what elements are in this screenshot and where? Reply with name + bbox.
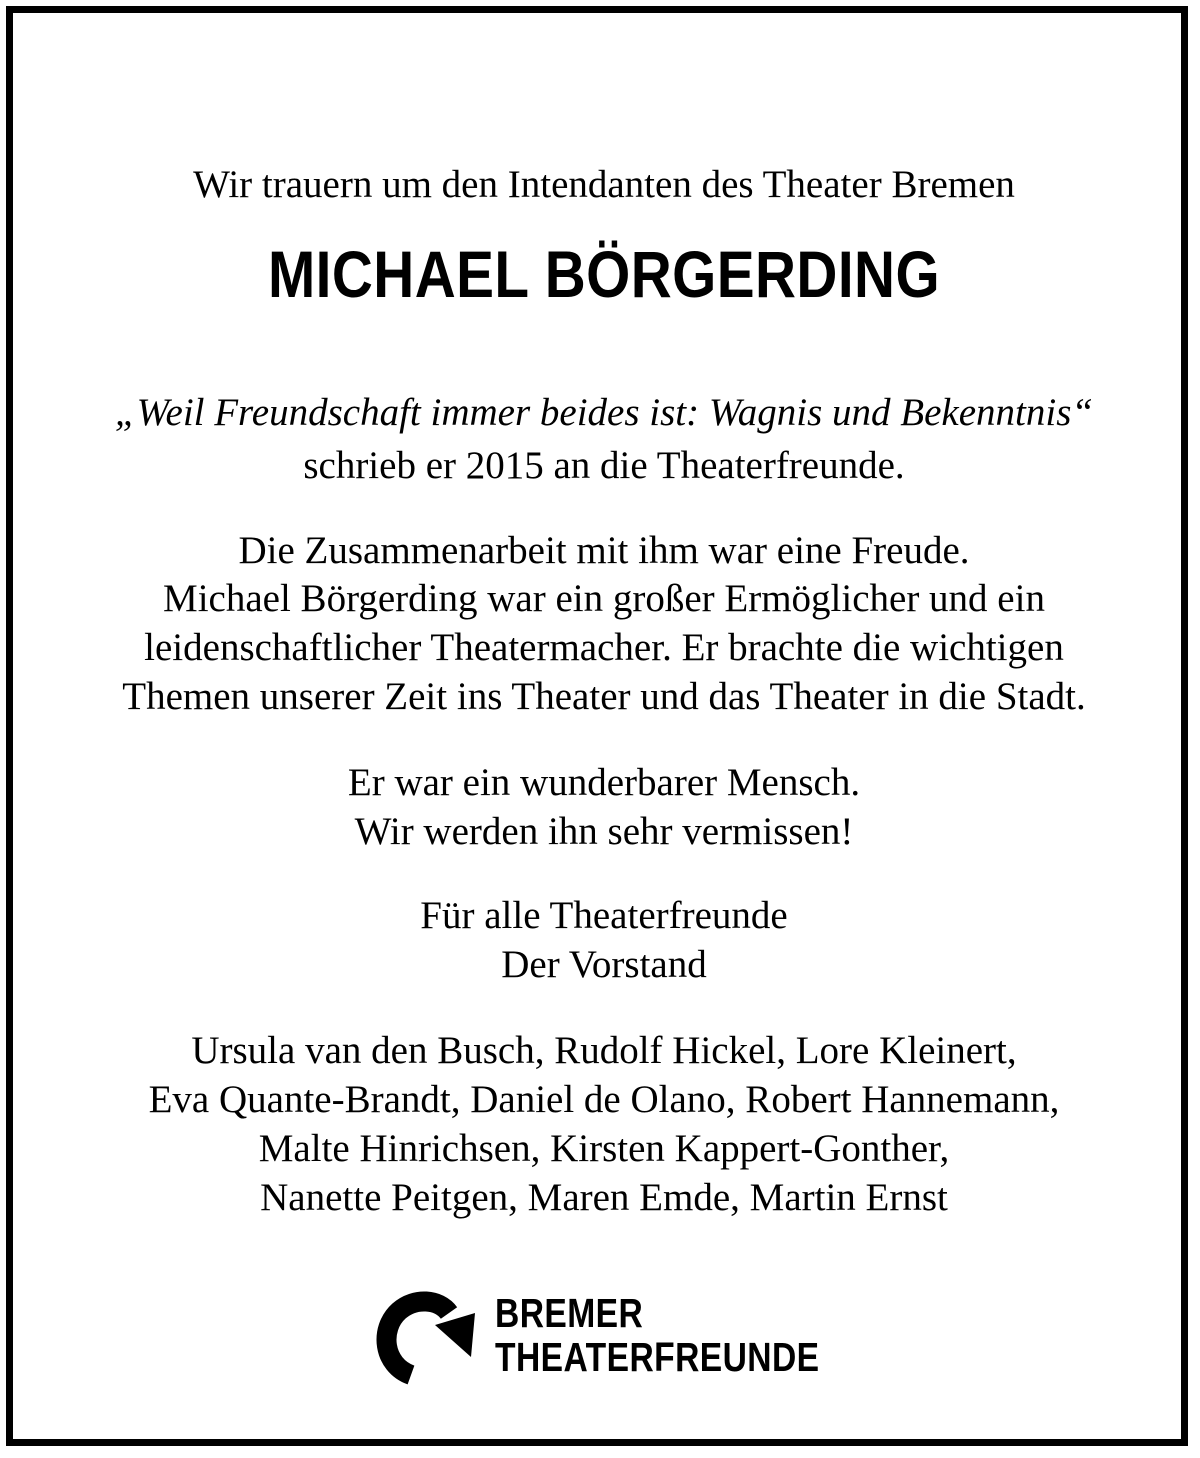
intro-text: Wir trauern um den Intendanten des Theater Bremen <box>193 163 1015 206</box>
board-members-line: Eva Quante-Brandt, Daniel de Olano, Robert Hannemann, <box>148 1078 1060 1121</box>
curved-arrow-icon <box>375 1285 479 1389</box>
board-members-line: Ursula van den Busch, Rudolf Hickel, Lore Kleinert, <box>191 1029 1017 1072</box>
quote-source: schrieb er 2015 an die Theaterfreunde. <box>303 444 905 487</box>
tribute-line: Themen unserer Zeit ins Theater und das Theater in die Stadt. <box>122 675 1086 718</box>
quote-text: „Weil Freundschaft immer beides ist: Wagnis und Bekenntnis“ <box>114 391 1094 434</box>
farewell-line: Er war ein wunderbarer Mensch. <box>347 761 861 804</box>
signature-line: Der Vorstand <box>501 943 707 986</box>
farewell-line: Wir werden ihn sehr vermissen! <box>354 810 854 853</box>
tribute-line: leidenschaftlicher Theatermacher. Er brachte die wichtigen <box>144 626 1064 669</box>
deceased-name: MICHAEL BÖRGERDING <box>267 237 941 311</box>
bremer-theaterfreunde-logo <box>375 1277 835 1397</box>
board-members-line: Malte Hinrichsen, Kirsten Kappert-Gonther, <box>258 1127 950 1170</box>
obituary-notice-frame <box>6 6 1188 1446</box>
tribute-line: Die Zusammenarbeit mit ihm war eine Freude. <box>238 529 970 572</box>
board-members-line: Nanette Peitgen, Maren Emde, Martin Ernst <box>260 1176 948 1219</box>
logo-line-bremer: BREMER <box>495 1290 644 1336</box>
logo-line-theaterfreunde: THEATERFREUNDE <box>495 1334 820 1380</box>
tribute-line: Michael Börgerding war ein großer Ermöglicher und ein <box>163 577 1045 620</box>
signature-line: Für alle Theaterfreunde <box>420 894 788 937</box>
